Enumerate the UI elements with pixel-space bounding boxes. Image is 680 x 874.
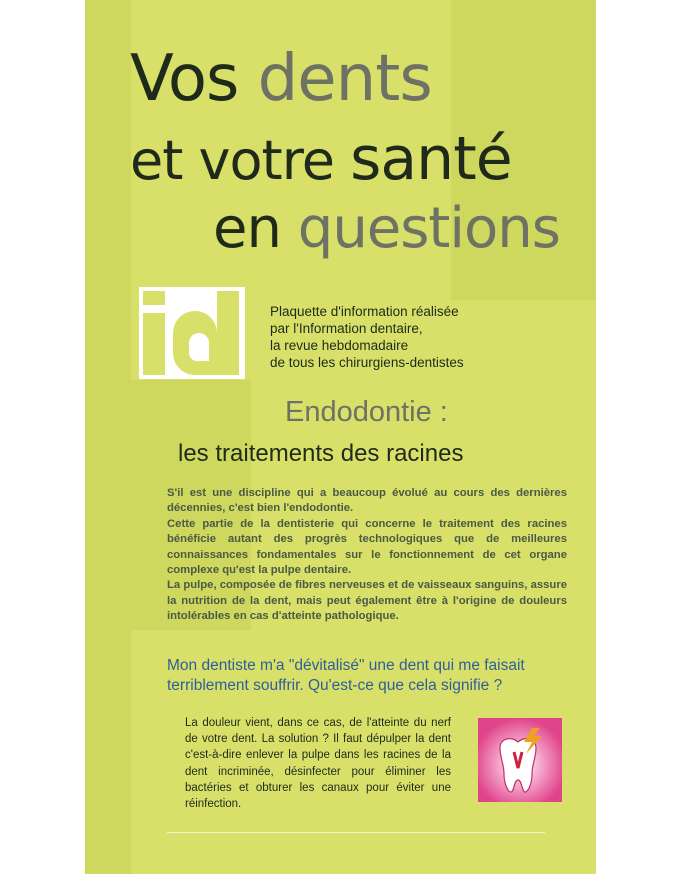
title-word: et votre — [130, 129, 334, 192]
answer-text: La douleur vient, dans ce cas, de l'atteinte du nerf de votre dent. La solution ? Il faut dépulper la dent c'est-à-dire enlever la pulpe dans les racines de la dent incriminée, désinfecter pour éliminer les bactéries et obturer les canaux pour éviter une réinfection. — [185, 717, 451, 811]
section-heading: Endodontie : — [285, 396, 448, 428]
question-heading: Mon dentiste m'a "dévitalisé" une dent qui me faisait terriblement souffrir. Qu'est-ce que cela signifie ? — [167, 657, 525, 694]
title-line-2 — [130, 124, 512, 194]
divider — [167, 832, 545, 833]
tagline — [270, 303, 464, 371]
tagline-line: par l'Information dentaire, — [270, 321, 423, 336]
title-word-accent: dents — [257, 42, 432, 116]
title-line-1 — [130, 42, 432, 116]
title-word: Vos — [130, 42, 239, 116]
tagline-line: Plaquette d'information réalisée — [270, 304, 459, 319]
brochure-page — [85, 0, 596, 874]
intro-paragraph: S'il est une discipline qui a beaucoup évolué au cours des dernières décennies, c'est bien l'endodontie. — [167, 487, 567, 515]
title-word-accent: santé — [350, 124, 512, 194]
tagline-line: la revue hebdomadaire — [270, 338, 409, 353]
intro-text — [167, 486, 567, 625]
tooth-pain-icon — [478, 718, 562, 802]
logo-id — [139, 287, 245, 379]
section-subheading: les traitements des racines — [178, 440, 464, 467]
logo-id-icon — [139, 287, 245, 379]
title-word-accent: questions — [297, 196, 560, 261]
title-word: en — [213, 196, 281, 261]
tagline-line: de tous les chirurgiens-dentistes — [270, 355, 464, 370]
title-line-3 — [213, 196, 560, 261]
intro-paragraph: Cette partie de la dentisterie qui concerne le traitement des racines bénéficie autant des progrès technologiques que de meilleures connaissances fondamentales sur le fonctionnement de cet organe complexe qu'est la pulpe dentaire. — [167, 517, 567, 577]
background-block — [85, 0, 131, 874]
intro-paragraph: La pulpe, composée de fibres nerveuses et de vaisseaux sanguins, assure la nutrition de la dent, mais peut également être à l'origine de douleurs intolérables en cas d'atteinte pathologique. — [167, 579, 567, 623]
